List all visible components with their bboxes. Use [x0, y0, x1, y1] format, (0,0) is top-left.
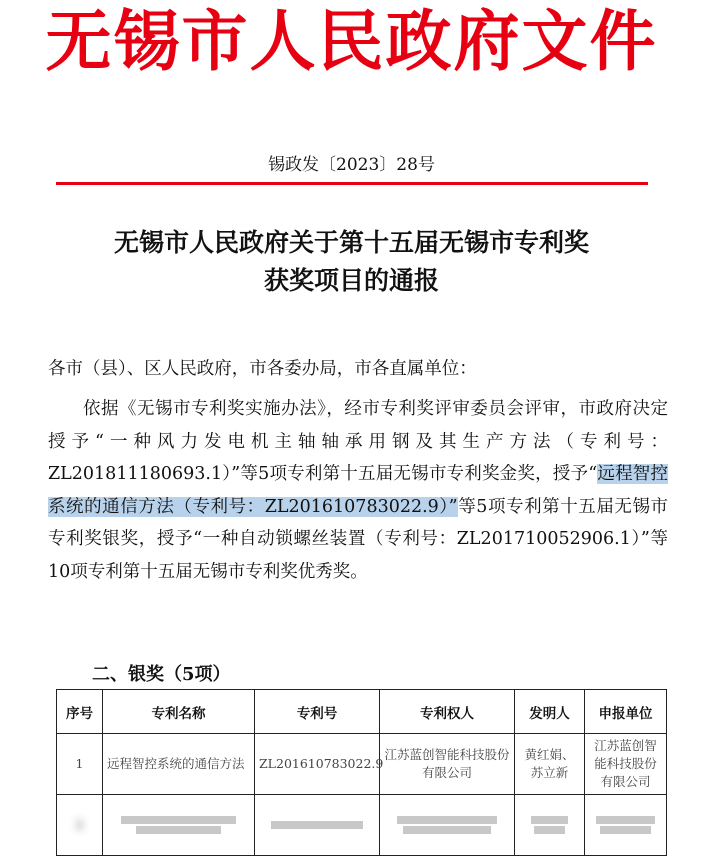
cell-serial: 2	[57, 795, 103, 856]
cell-patent-name: 远程智控系统的通信方法	[103, 734, 255, 795]
column-header-patent-number: 专利号	[255, 690, 380, 734]
document-title-line-1: 无锡市人民政府关于第十五届无锡市专利奖	[113, 228, 589, 257]
cell-blurred	[255, 795, 380, 856]
addressee-line: 各市（县）、区人民政府，市各委办局，市各直属单位：	[48, 359, 477, 379]
cell-patent-number: ZL201610783022.9	[255, 734, 380, 795]
cell-patentee: 江苏蓝创智能科技股份有限公司	[380, 734, 515, 795]
cell-serial: 1	[57, 734, 103, 795]
header-divider	[56, 182, 648, 185]
cell-blurred	[515, 795, 585, 856]
cell-blurred	[380, 795, 515, 856]
section-title-silver-award: 二、银奖（5项）	[92, 664, 231, 685]
table-header-row	[57, 690, 667, 734]
column-header-inventor: 发明人	[515, 690, 585, 734]
document-number: 锡政发〔2023〕28号	[268, 155, 435, 175]
document-title	[0, 224, 703, 300]
body-text-part-1: 依据《无锡市专利奖实施办法》，经市专利奖评审委员会评审，市政府决定授予“一种风力发电机主轴轴承用钢及其生产方法（专利号：ZL201811180693.1）”等5项专利第十五届无锡市专利奖金奖，授予“	[48, 399, 668, 484]
cell-blurred	[103, 795, 255, 856]
column-header-serial: 序号	[57, 690, 103, 734]
cell-inventor: 黄红娟、苏立新	[515, 734, 585, 795]
table-row-blurred	[57, 795, 667, 856]
body-paragraph	[48, 393, 668, 588]
table-row	[57, 734, 667, 795]
silver-award-table	[56, 689, 667, 856]
cell-applicant: 江苏蓝创智能科技股份有限公司	[585, 734, 667, 795]
document-header-title: 无锡市人民政府文件	[45, 2, 658, 80]
column-header-patentee: 专利权人	[380, 690, 515, 734]
body-text-part-2: 等5项专利第十五届无锡市专利奖银奖，授予“一种自动锁螺丝装置（专利号：ZL201710052906.1）”等10项专利第十五届无锡市专利奖优秀奖。	[48, 496, 669, 582]
document-title-line-2: 获奖项目的通报	[263, 266, 439, 295]
highlighted-selection[interactable]: 远程智控系统的通信方法（专利号：ZL201610783022.9）”	[48, 464, 668, 517]
cell-blurred	[585, 795, 667, 856]
column-header-applicant: 申报单位	[585, 690, 667, 734]
column-header-patent-name: 专利名称	[103, 690, 255, 734]
